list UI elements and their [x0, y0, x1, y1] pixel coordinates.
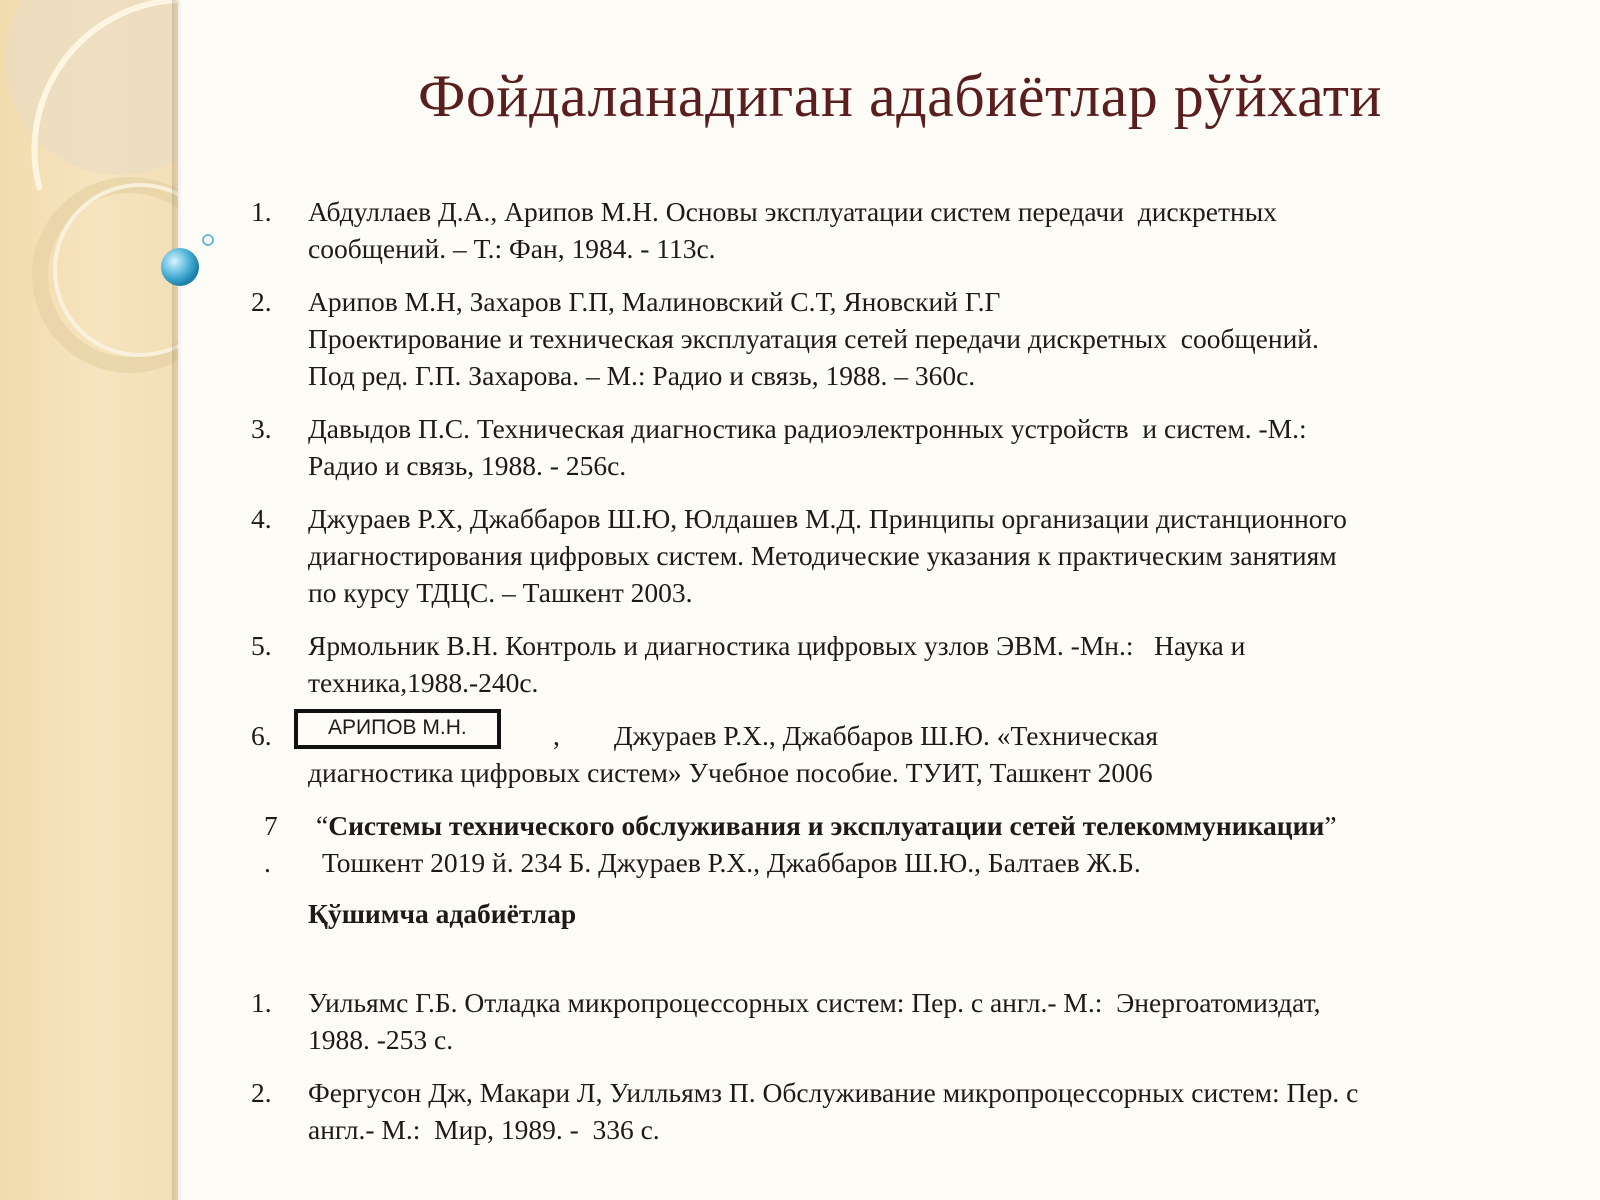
main-references	[248, 193, 1518, 701]
reference-list	[248, 193, 1518, 1164]
bubble-icon	[150, 225, 230, 295]
list-item	[248, 193, 1518, 267]
list-item	[248, 410, 1518, 484]
item-line: Джураев Р.Х, Джаббаров Ш.Ю, Юлдашев М.Д. Принципы организации дистанционного	[308, 503, 1347, 534]
item-number: 1.	[251, 196, 272, 227]
item-line: Фергусон Дж, Макари Л, Уилльямз П. Обслуживание микропроцессорных систем: Пер. с	[308, 1077, 1359, 1108]
item-number	[264, 807, 284, 881]
item-number: 2.	[251, 286, 272, 317]
list-item-7	[248, 807, 1518, 881]
item-number: 5.	[251, 630, 272, 661]
sidebar-shadow	[172, 0, 182, 1200]
item-line: Давыдов П.С. Техническая диагностика радиоэлектронных устройств и систем. -М.:	[308, 413, 1307, 444]
item7-num-top: 7	[264, 810, 278, 841]
item-line: сообщений. – Т.: Фан, 1984. - 113с.	[308, 233, 716, 264]
item-line: техника,1988.-240с.	[308, 667, 539, 698]
item-line: Проектирование и техническая эксплуатация сетей передачи дискретных сообщений.	[308, 323, 1319, 354]
list-item	[248, 1074, 1518, 1148]
additional-heading: Қўшимча адабиётлар	[308, 898, 577, 929]
item6-line1	[308, 717, 1518, 754]
item7-line1	[316, 807, 1518, 844]
item7-line2: Тошкент 2019 й. 234 Б. Джураев Р.Х., Джаббаров Ш.Ю., Балтаев Ж.Б.	[322, 847, 1141, 878]
list-item	[248, 627, 1518, 701]
item-line: Радио и связь, 1988. - 256с.	[308, 450, 627, 481]
item-number: 6.	[251, 720, 272, 751]
item-line: 1988. -253 с.	[308, 1024, 454, 1055]
item6-line1-text: Джураев Р.Х., Джаббаров Ш.Ю. «Техническая	[613, 720, 1159, 751]
item6-comma: ,	[553, 720, 560, 751]
list-item	[248, 984, 1518, 1058]
item-line: диагностирования цифровых систем. Методические указания к практическим занятиям	[308, 540, 1337, 571]
item-line: Арипов М.Н, Захаров Г.П, Малиновский С.Т, Яновский Г.Г	[308, 286, 1001, 317]
item-line: англ.- М.: Мир, 1989. - 336 с.	[308, 1114, 660, 1145]
item-number: 1.	[251, 987, 272, 1018]
list-item	[248, 500, 1518, 611]
open-quote: “	[316, 810, 329, 841]
item-line: по курсу ТДЦС. – Ташкент 2003.	[308, 577, 693, 608]
item-number: 3.	[251, 413, 272, 444]
list-item-6	[248, 717, 1518, 791]
item-line: Абдуллаев Д.А., Арипов М.Н. Основы эксплуатации систем передачи дискретных	[308, 196, 1277, 227]
item-line: Уильямс Г.Б. Отладка микропроцессорных систем: Пер. с англ.- М.: Энергоатомиздат,	[308, 987, 1321, 1018]
boxed-author: АРИПОВ М.Н.	[294, 709, 501, 749]
item7-num-bottom: .	[264, 847, 271, 878]
item-number: 2.	[251, 1077, 272, 1108]
item7-title: Системы технического обслуживания и эксплуатации сетей телекоммуникации	[328, 810, 1325, 841]
decorative-sidebar	[0, 0, 178, 1200]
list-item	[248, 283, 1518, 394]
item-number: 4.	[251, 503, 272, 534]
additional-references	[248, 984, 1518, 1148]
item-line: Ярмольник В.Н. Контроль и диагностика цифровых узлов ЭВМ. -Мн.: Наука и	[308, 630, 1246, 661]
item6-line2: диагностика цифровых систем» Учебное пособие. ТУИТ, Ташкент 2006	[308, 757, 1153, 788]
close-quote: ”	[1324, 810, 1337, 841]
slide-title: Фойдаланадиган адабиётлар рўйхати	[417, 63, 1383, 129]
decorative-rings	[0, 0, 178, 420]
item-line: Под ред. Г.П. Захарова. – М.: Радио и связь, 1988. – 360с.	[308, 360, 976, 391]
